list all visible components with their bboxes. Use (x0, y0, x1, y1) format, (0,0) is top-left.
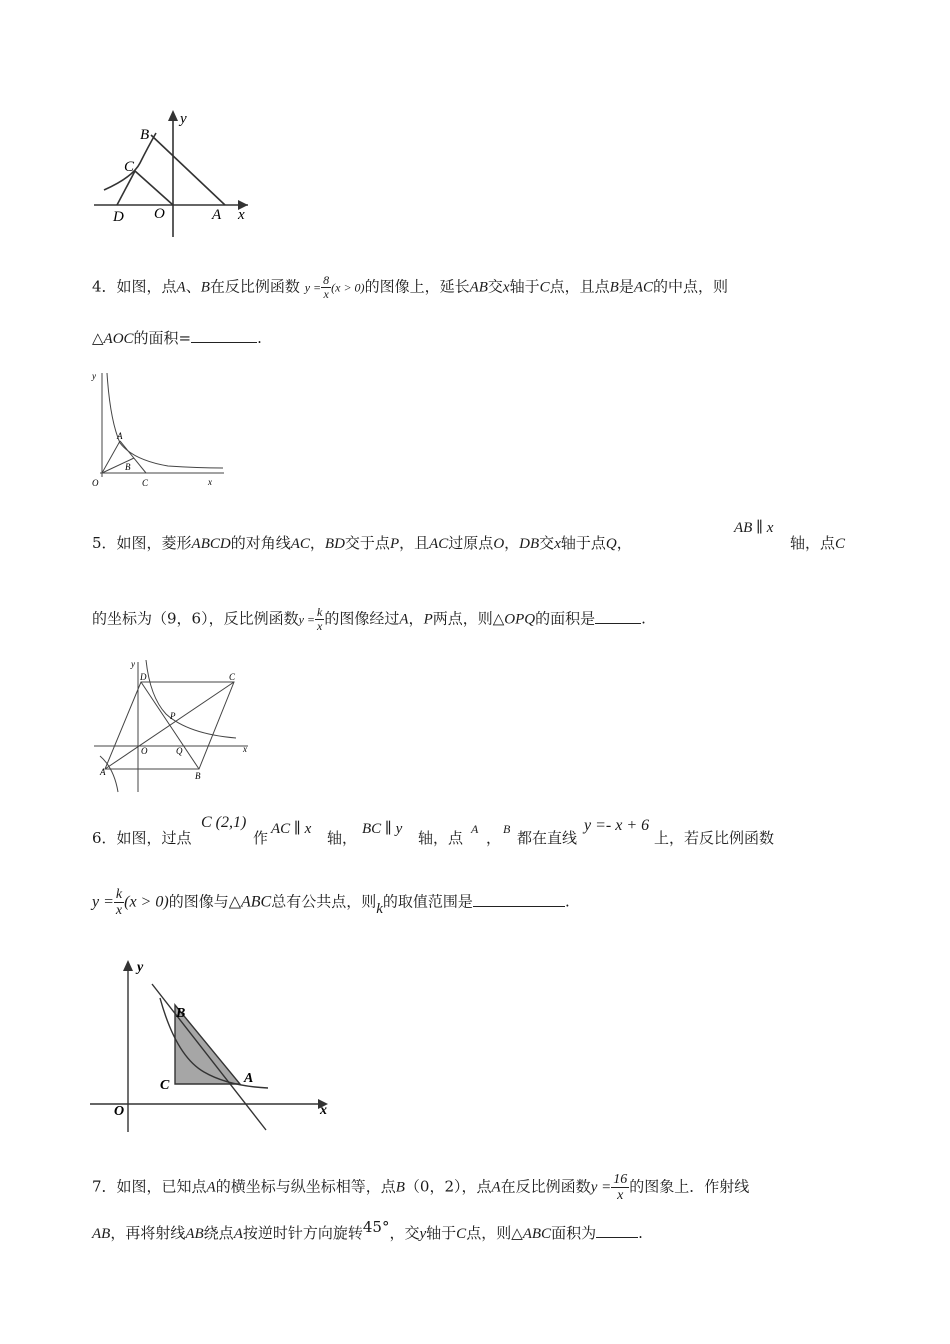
label-o: O (92, 478, 99, 488)
label-d: D (140, 672, 147, 682)
q5-text: ， (504, 534, 520, 552)
segment-ac (120, 441, 146, 473)
q5-c: C (835, 536, 846, 552)
q5-text: ， (408, 609, 424, 628)
q6-number: 6．如图，过点 (92, 829, 192, 847)
q7-ab: AB (92, 1226, 111, 1242)
segment-cd (117, 171, 135, 205)
label-o: O (114, 1104, 125, 1119)
q4-frac-den: x (323, 287, 329, 301)
q4-func-cond: (x > 0) (331, 280, 365, 295)
q7-a: A (491, 1179, 501, 1196)
q6-line-equation: y =- x + 6 (584, 817, 650, 834)
label-x: x (320, 1103, 327, 1118)
q5-p: P (389, 536, 400, 552)
q4-end: . (257, 329, 262, 347)
q4-answer-blank[interactable] (191, 340, 257, 343)
q5-number: 5．如图，菱形 (92, 534, 192, 552)
label-x: x (238, 207, 245, 223)
q4-text: 在反比例函数 (209, 277, 300, 296)
label-c: C (229, 672, 236, 682)
q5-text: 两点，则△ (432, 609, 505, 628)
question-4-line-1 (92, 274, 728, 301)
q6-func-y: y = (92, 893, 114, 911)
label-a: A (117, 431, 123, 441)
q4-text: 的面积= (133, 329, 192, 347)
q6-text: 轴，点 (418, 829, 464, 847)
q6-point-a: A (471, 822, 479, 836)
y-arrow-icon (123, 960, 133, 971)
q5-fraction (315, 606, 324, 633)
label-a: A (244, 1071, 254, 1086)
q5-opq: OPQ (504, 611, 536, 628)
q5-text: ， (309, 534, 325, 552)
q5-ac: AC (290, 536, 310, 552)
q6-triangle: △ABC (228, 893, 272, 911)
q5-o: O (493, 536, 505, 552)
q4-func-y: y = (304, 280, 322, 295)
q7-text: 的横坐标与纵坐标相等，点 (215, 1177, 396, 1196)
label-b: B (176, 1006, 186, 1021)
q5-frac-den: x (317, 619, 323, 633)
q7-abc: ABC (522, 1226, 552, 1242)
label-b: B (195, 771, 201, 781)
label-b: B (125, 462, 131, 472)
q5-text: 轴，点 (790, 534, 836, 552)
q5-text: 轴于点 (560, 534, 606, 552)
q6-point-c: C (2,1) (201, 814, 247, 831)
q7-func-y: y = (590, 1179, 612, 1196)
label-x: x (243, 744, 247, 754)
label-o: O (154, 206, 165, 222)
q5-bd: BD (324, 536, 345, 552)
q6-k: k (376, 900, 383, 917)
q7-text: 轴于 (426, 1224, 457, 1242)
q5-text: 的对角线 (230, 534, 291, 552)
question-7-line-1 (92, 1172, 749, 1203)
q4-text: 是 (618, 277, 634, 296)
q5-text: 过原点 (448, 534, 494, 552)
q6-text: 作 (253, 829, 269, 847)
figure-q3 (88, 105, 268, 245)
q7-text: ，交 (389, 1224, 420, 1242)
label-d: D (113, 209, 124, 225)
label-y: y (131, 659, 135, 669)
q4-point-a: A (176, 279, 186, 296)
line-y-minus-x-plus-6 (152, 984, 266, 1130)
q7-text: 点，则△ (466, 1224, 523, 1242)
q5-text: 的面积是 (535, 609, 596, 628)
segment-co (135, 171, 173, 205)
q5-a: A (399, 611, 409, 628)
q4-frac-num: 8 (323, 273, 330, 287)
q7-text: ，再将射线 (110, 1224, 186, 1242)
q7-angle: 45° (362, 1218, 390, 1236)
q7-number: 7．如图，已知点 (92, 1177, 207, 1196)
q6-fraction (114, 887, 124, 918)
q4-sep: 、 (185, 277, 201, 296)
label-a: A (212, 207, 222, 223)
q4-ac: AC (633, 279, 653, 296)
segment-oa (102, 441, 120, 473)
question-6-line-1 (92, 827, 192, 848)
figure-q5 (88, 652, 258, 798)
label-c: C (124, 159, 135, 175)
label-b: B (140, 127, 150, 143)
q6-frac-num: k (115, 887, 123, 902)
q4-text: 点，且点 (549, 277, 610, 296)
question-4-line-2 (92, 327, 262, 348)
q4-ab: AB (469, 279, 488, 296)
q5-text: ， (616, 534, 632, 552)
question-5-line-1 (92, 532, 632, 553)
label-c: C (142, 478, 149, 488)
label-y: y (137, 960, 144, 975)
q6-text: 轴， (327, 829, 358, 847)
q5-db: DB (519, 536, 540, 552)
q5-ac: AC (429, 536, 449, 552)
q4-b: B (609, 279, 619, 296)
q7-text: 的图象上．作射线 (629, 1177, 750, 1196)
label-o: O (141, 746, 148, 756)
q7-fraction (611, 1172, 629, 1203)
q5-q: Q (605, 536, 617, 552)
q6-bc-parallel: BC ∥ y (362, 821, 403, 837)
q5-answer-blank[interactable] (595, 621, 641, 624)
q5-text: ，且 (399, 534, 430, 552)
q6-text: 都在直线 (517, 829, 578, 847)
question-6-line-2 (92, 887, 570, 918)
q6-end: . (564, 892, 570, 911)
q7-answer-blank[interactable] (596, 1235, 638, 1238)
q4-text: 交 (487, 277, 503, 296)
q6-func-cond: (x > 0) (124, 893, 169, 911)
q5-text: 的图像经过 (324, 609, 400, 628)
q7-c: C (456, 1226, 467, 1242)
q4-point-b: B (200, 279, 210, 296)
q7-text: 面积为 (551, 1224, 597, 1242)
label-c: C (160, 1078, 170, 1093)
q4-x: x (502, 279, 510, 296)
figure-q4 (88, 365, 228, 493)
label-p: P (170, 711, 176, 721)
q6-point-b: B (503, 822, 511, 836)
q7-a: A (233, 1226, 243, 1242)
label-y: y (92, 371, 96, 381)
q5-text: 交于点 (344, 534, 390, 552)
label-y: y (180, 111, 187, 127)
q7-ab: AB (185, 1226, 204, 1242)
diagonal-bd (141, 682, 199, 769)
q5-x: x (554, 536, 561, 552)
question-5-line-2 (92, 606, 646, 633)
q4-fraction (321, 274, 331, 301)
q6-text: 的取值范围是 (382, 892, 473, 911)
label-a: A (100, 767, 106, 777)
q5-end: . (641, 609, 646, 628)
q5-ab-parallel: AB ∥ x (734, 520, 774, 536)
q5-p: P (423, 611, 433, 628)
hyperbola-branch-1 (146, 660, 236, 738)
q4-text: 的图像上，延长 (364, 277, 470, 296)
q7-y: y (419, 1226, 427, 1242)
q4-triangle: △AOC (92, 331, 134, 347)
q4-c: C (539, 279, 550, 296)
q6-frac-den: x (115, 903, 123, 918)
q6-ac-parallel: AC ∥ x (271, 821, 312, 837)
label-x: x (208, 477, 212, 487)
q5-text: 的坐标为（9，6），反比例函数 (92, 609, 299, 628)
q7-end: . (638, 1224, 643, 1242)
label-q: Q (176, 746, 183, 756)
q6-text: 上，若反比例函数 (654, 829, 775, 847)
q4-number: 4．如图，点 (92, 277, 177, 296)
question-7-line-2 (92, 1218, 643, 1243)
q5-frac-num: k (317, 605, 323, 619)
q5-text: 交 (539, 534, 555, 552)
q6-text: 的图像与 (168, 892, 229, 911)
y-arrow-icon (168, 110, 178, 121)
q6-text: 总有公共点，则 (271, 892, 377, 911)
hyperbola-curve (107, 373, 223, 468)
q7-coord-b: （0，2），点 (404, 1177, 492, 1196)
q7-b: B (395, 1179, 405, 1196)
q6-answer-blank[interactable] (473, 904, 565, 907)
q7-frac-num: 16 (613, 1172, 628, 1187)
q4-text: 的中点，则 (653, 277, 729, 296)
q7-text: 按逆时针方向旋转 (242, 1224, 363, 1242)
q5-abcd: ABCD (191, 536, 231, 552)
figure-q6 (88, 952, 333, 1137)
q5-func-y: y = (298, 612, 316, 627)
q4-text: 轴于 (509, 277, 540, 296)
q7-a: A (206, 1179, 216, 1196)
q7-text: 绕点 (203, 1224, 234, 1242)
q7-frac-den: x (617, 1188, 624, 1203)
q7-text: 在反比例函数 (500, 1177, 591, 1196)
q6-text: ， (486, 829, 502, 847)
question-5-line-1-end (790, 532, 845, 553)
